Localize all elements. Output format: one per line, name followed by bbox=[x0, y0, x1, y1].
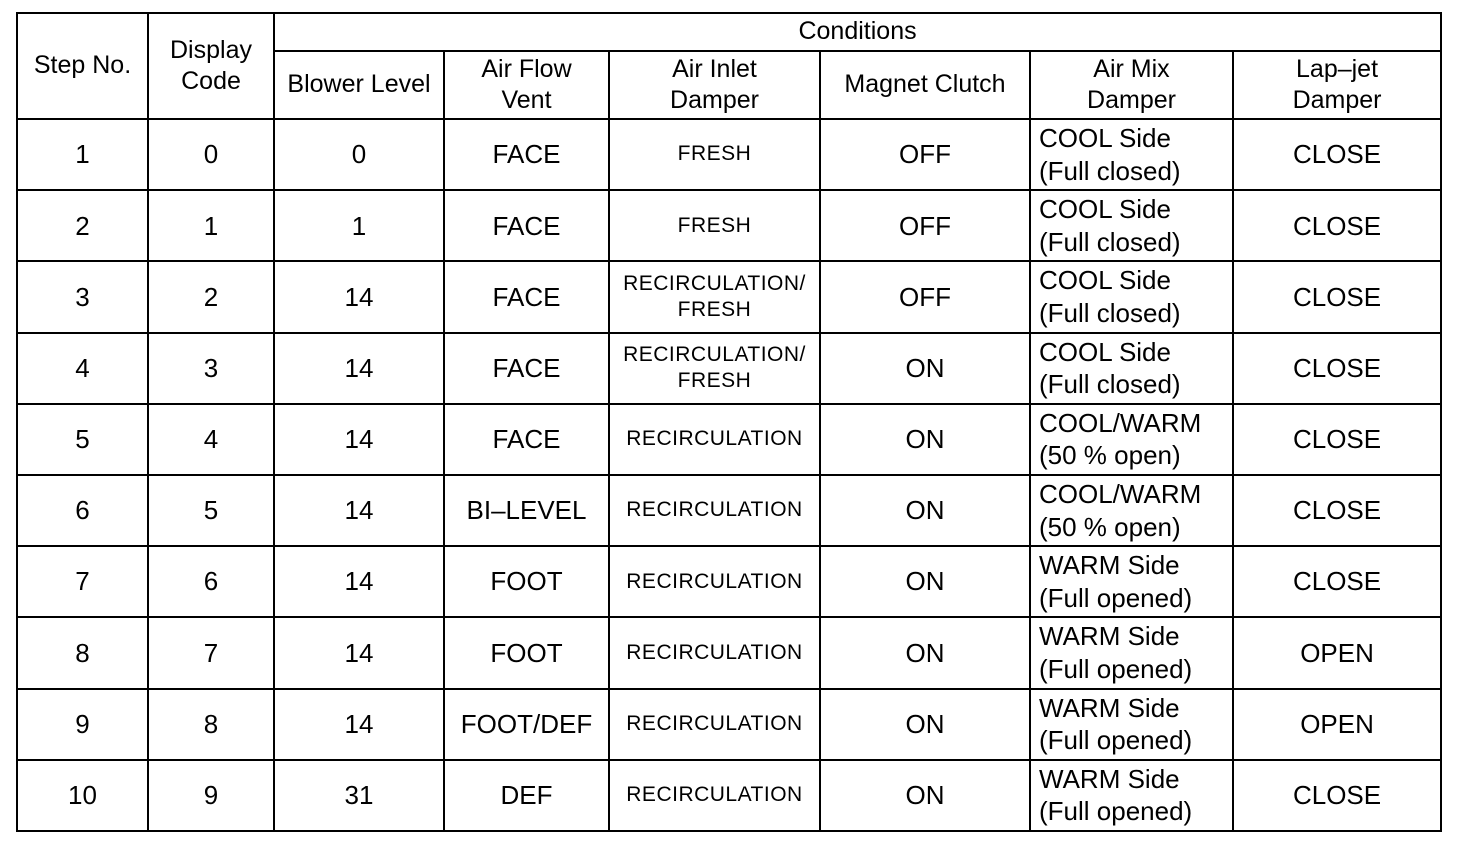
table-row bbox=[17, 475, 1441, 546]
table-row bbox=[17, 190, 1441, 261]
header-row-top bbox=[17, 13, 1441, 51]
display-code-cell: 3 bbox=[148, 333, 274, 404]
display-code-cell: 8 bbox=[148, 689, 274, 760]
air-mix-damper-cell-line2: (Full closed) bbox=[1039, 369, 1181, 400]
air-inlet-damper-cell-line1: RECIRCULATION bbox=[626, 640, 803, 664]
lap-jet-damper-cell: OPEN bbox=[1233, 617, 1441, 688]
table-row bbox=[17, 261, 1441, 332]
header-lap-jet-damper-line2: Damper bbox=[1292, 86, 1382, 114]
magnet-clutch-cell: ON bbox=[820, 617, 1030, 688]
air-mix-damper-cell-line1: COOL/WARM bbox=[1039, 479, 1202, 510]
display-code-cell: 0 bbox=[148, 119, 274, 190]
air-inlet-damper-cell bbox=[609, 190, 820, 261]
conditions-table-container bbox=[16, 12, 1440, 832]
air-mix-damper-cell-line1: COOL Side bbox=[1039, 194, 1171, 225]
air-flow-vent-cell: FACE bbox=[444, 333, 609, 404]
display-code-cell: 2 bbox=[148, 261, 274, 332]
air-inlet-damper-cell bbox=[609, 261, 820, 332]
air-mix-damper-cell-line1: WARM Side bbox=[1039, 550, 1180, 581]
table-body bbox=[17, 119, 1441, 831]
air-inlet-damper-cell-line1: RECIRCULATION bbox=[626, 711, 803, 735]
air-mix-damper-cell-line1: COOL Side bbox=[1039, 265, 1171, 296]
air-inlet-damper-cell-line2: FRESH bbox=[677, 297, 752, 321]
step-no-cell: 10 bbox=[17, 760, 148, 831]
display-code-cell: 1 bbox=[148, 190, 274, 261]
air-inlet-damper-cell-line1: RECIRCULATION/ bbox=[623, 342, 806, 366]
air-inlet-damper-cell bbox=[609, 119, 820, 190]
magnet-clutch-cell: ON bbox=[820, 546, 1030, 617]
header-step-no: Step No. bbox=[17, 13, 148, 119]
header-blower-level: Blower Level bbox=[274, 51, 444, 119]
air-flow-vent-cell: FACE bbox=[444, 261, 609, 332]
air-inlet-damper-cell-line1: RECIRCULATION/ bbox=[623, 271, 806, 295]
lap-jet-damper-cell: CLOSE bbox=[1233, 333, 1441, 404]
magnet-clutch-cell: OFF bbox=[820, 119, 1030, 190]
air-mix-damper-cell bbox=[1030, 119, 1233, 190]
air-inlet-damper-cell-line1: FRESH bbox=[677, 213, 752, 237]
step-no-cell: 3 bbox=[17, 261, 148, 332]
air-mix-damper-cell-line2: (Full closed) bbox=[1039, 226, 1181, 257]
air-inlet-damper-cell bbox=[609, 546, 820, 617]
lap-jet-damper-cell: CLOSE bbox=[1233, 119, 1441, 190]
magnet-clutch-cell: ON bbox=[820, 689, 1030, 760]
air-flow-vent-cell: FOOT bbox=[444, 546, 609, 617]
table-row bbox=[17, 119, 1441, 190]
blower-level-cell: 1 bbox=[274, 190, 444, 261]
air-flow-vent-cell: FACE bbox=[444, 119, 609, 190]
step-no-cell: 9 bbox=[17, 689, 148, 760]
blower-level-cell: 14 bbox=[274, 546, 444, 617]
header-air-mix-damper-line1: Air Mix bbox=[1093, 54, 1170, 83]
header-air-inlet-damper bbox=[609, 51, 820, 119]
lap-jet-damper-cell: CLOSE bbox=[1233, 546, 1441, 617]
air-flow-vent-cell: FACE bbox=[444, 404, 609, 475]
air-mix-damper-cell-line2: (Full opened) bbox=[1039, 725, 1193, 756]
lap-jet-damper-cell: CLOSE bbox=[1233, 190, 1441, 261]
air-mix-damper-cell-line2: (Full opened) bbox=[1039, 582, 1193, 613]
air-inlet-damper-cell-line1: FRESH bbox=[677, 142, 752, 166]
header-display-code bbox=[148, 13, 274, 119]
table-row bbox=[17, 546, 1441, 617]
table-row bbox=[17, 760, 1441, 831]
lap-jet-damper-cell: CLOSE bbox=[1233, 261, 1441, 332]
header-air-inlet-damper-line1: Air Inlet bbox=[672, 54, 757, 83]
air-inlet-damper-cell bbox=[609, 475, 820, 546]
header-magnet-clutch: Magnet Clutch bbox=[820, 51, 1030, 119]
blower-level-cell: 14 bbox=[274, 261, 444, 332]
air-mix-damper-cell-line1: COOL/WARM bbox=[1039, 407, 1202, 438]
air-mix-damper-cell bbox=[1030, 333, 1233, 404]
step-no-cell: 2 bbox=[17, 190, 148, 261]
step-no-cell: 4 bbox=[17, 333, 148, 404]
air-mix-damper-cell-line2: (Full closed) bbox=[1039, 297, 1181, 328]
display-code-cell: 7 bbox=[148, 617, 274, 688]
blower-level-cell: 31 bbox=[274, 760, 444, 831]
magnet-clutch-cell: ON bbox=[820, 760, 1030, 831]
air-flow-vent-cell: BI–LEVEL bbox=[444, 475, 609, 546]
air-mix-damper-cell-line2: (Full opened) bbox=[1039, 796, 1193, 827]
header-air-flow-vent-line1: Air Flow bbox=[481, 54, 572, 83]
step-no-cell: 1 bbox=[17, 119, 148, 190]
air-mix-damper-cell-line1: COOL Side bbox=[1039, 336, 1171, 367]
blower-level-cell: 0 bbox=[274, 119, 444, 190]
magnet-clutch-cell: ON bbox=[820, 404, 1030, 475]
air-flow-vent-cell: DEF bbox=[444, 760, 609, 831]
air-mix-damper-cell bbox=[1030, 404, 1233, 475]
magnet-clutch-cell: OFF bbox=[820, 261, 1030, 332]
header-lap-jet-damper bbox=[1233, 51, 1441, 119]
air-inlet-damper-cell-line1: RECIRCULATION bbox=[626, 427, 803, 451]
display-code-cell: 4 bbox=[148, 404, 274, 475]
header-display-code-line1: Display bbox=[170, 35, 252, 64]
air-inlet-damper-cell-line1: RECIRCULATION bbox=[626, 498, 803, 522]
header-lap-jet-damper-line1: Lap–jet bbox=[1296, 54, 1379, 83]
air-flow-vent-cell: FOOT bbox=[444, 617, 609, 688]
air-mix-damper-cell-line2: (Full closed) bbox=[1039, 155, 1181, 186]
air-mix-damper-cell-line1: COOL Side bbox=[1039, 123, 1171, 154]
table-row bbox=[17, 617, 1441, 688]
lap-jet-damper-cell: CLOSE bbox=[1233, 760, 1441, 831]
air-mix-damper-cell bbox=[1030, 475, 1233, 546]
air-mix-damper-cell bbox=[1030, 617, 1233, 688]
blower-level-cell: 14 bbox=[274, 617, 444, 688]
air-inlet-damper-cell bbox=[609, 404, 820, 475]
header-air-mix-damper bbox=[1030, 51, 1233, 119]
air-flow-vent-cell: FACE bbox=[444, 190, 609, 261]
air-mix-damper-cell-line1: WARM Side bbox=[1039, 763, 1180, 794]
air-inlet-damper-cell-line1: RECIRCULATION bbox=[626, 569, 803, 593]
magnet-clutch-cell: ON bbox=[820, 333, 1030, 404]
lap-jet-damper-cell: CLOSE bbox=[1233, 475, 1441, 546]
blower-level-cell: 14 bbox=[274, 475, 444, 546]
magnet-clutch-cell: ON bbox=[820, 475, 1030, 546]
table-row bbox=[17, 333, 1441, 404]
blower-level-cell: 14 bbox=[274, 404, 444, 475]
air-inlet-damper-cell-line1: RECIRCULATION bbox=[626, 783, 803, 807]
header-air-flow-vent-line2: Vent bbox=[501, 86, 552, 114]
air-mix-damper-cell-line2: (50 % open) bbox=[1039, 440, 1181, 471]
step-no-cell: 7 bbox=[17, 546, 148, 617]
display-code-cell: 6 bbox=[148, 546, 274, 617]
header-conditions: Conditions bbox=[274, 13, 1441, 51]
table-row bbox=[17, 404, 1441, 475]
lap-jet-damper-cell: OPEN bbox=[1233, 689, 1441, 760]
blower-level-cell: 14 bbox=[274, 689, 444, 760]
air-mix-damper-cell-line1: WARM Side bbox=[1039, 621, 1180, 652]
air-mix-damper-cell bbox=[1030, 760, 1233, 831]
air-inlet-damper-cell-line2: FRESH bbox=[677, 369, 752, 393]
table-row bbox=[17, 689, 1441, 760]
air-mix-damper-cell-line2: (Full opened) bbox=[1039, 653, 1193, 684]
air-inlet-damper-cell bbox=[609, 617, 820, 688]
air-inlet-damper-cell bbox=[609, 333, 820, 404]
blower-level-cell: 14 bbox=[274, 333, 444, 404]
air-mix-damper-cell-line1: WARM Side bbox=[1039, 692, 1180, 723]
air-mix-damper-cell-line2: (50 % open) bbox=[1039, 511, 1181, 542]
air-mix-damper-cell bbox=[1030, 190, 1233, 261]
air-inlet-damper-cell bbox=[609, 689, 820, 760]
magnet-clutch-cell: OFF bbox=[820, 190, 1030, 261]
header-air-flow-vent bbox=[444, 51, 609, 119]
display-code-cell: 5 bbox=[148, 475, 274, 546]
step-no-cell: 8 bbox=[17, 617, 148, 688]
step-no-cell: 6 bbox=[17, 475, 148, 546]
air-inlet-damper-cell bbox=[609, 760, 820, 831]
step-no-cell: 5 bbox=[17, 404, 148, 475]
air-mix-damper-cell bbox=[1030, 689, 1233, 760]
air-flow-vent-cell: FOOT/DEF bbox=[444, 689, 609, 760]
header-air-inlet-damper-line2: Damper bbox=[670, 86, 759, 114]
air-mix-damper-cell bbox=[1030, 261, 1233, 332]
conditions-table bbox=[16, 12, 1442, 832]
display-code-cell: 9 bbox=[148, 760, 274, 831]
lap-jet-damper-cell: CLOSE bbox=[1233, 404, 1441, 475]
header-air-mix-damper-line2: Damper bbox=[1087, 86, 1176, 114]
air-mix-damper-cell bbox=[1030, 546, 1233, 617]
header-display-code-line2: Code bbox=[181, 67, 241, 95]
